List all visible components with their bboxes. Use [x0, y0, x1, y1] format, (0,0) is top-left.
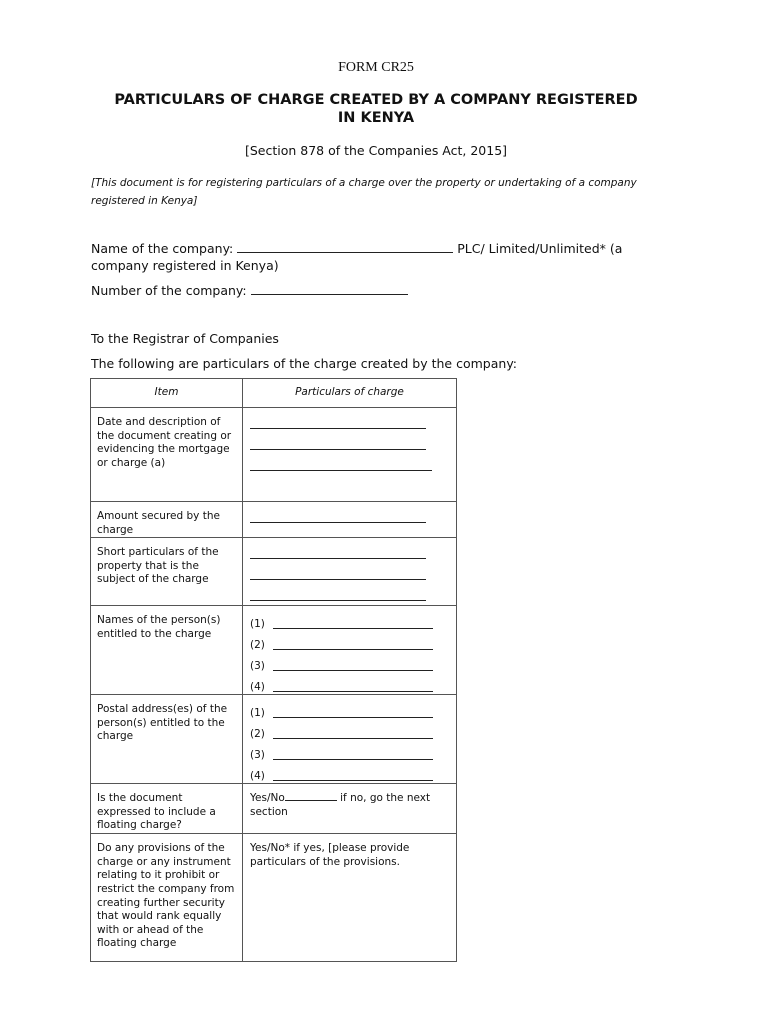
- blank-line[interactable]: [273, 679, 433, 692]
- row-item-label: Is the document expressed to include a floating charge?: [91, 784, 243, 834]
- line-number: (4): [250, 680, 265, 693]
- blank-line[interactable]: [250, 563, 426, 580]
- blank-line[interactable]: [273, 705, 433, 718]
- company-number-line: [91, 282, 408, 299]
- table-row: [91, 784, 457, 834]
- row-particulars: [243, 538, 457, 606]
- blank-line[interactable]: [250, 584, 426, 601]
- blank-line[interactable]: [273, 637, 433, 650]
- company-number-field[interactable]: [251, 294, 408, 295]
- header-particulars: Particulars of charge: [243, 379, 457, 408]
- company-number-label: Number of the company:: [91, 283, 247, 298]
- form-number: FORM CR25: [338, 60, 414, 75]
- blank-line[interactable]: [273, 747, 433, 760]
- company-name-field[interactable]: [237, 252, 453, 253]
- line-number: (4): [250, 769, 265, 782]
- blank-line[interactable]: [273, 616, 433, 629]
- blank-line[interactable]: [250, 542, 426, 559]
- form-title-line-2: IN KENYA: [337, 110, 415, 126]
- blank-line[interactable]: [250, 506, 426, 523]
- blank-line[interactable]: [273, 726, 433, 739]
- header-item: Item: [91, 379, 243, 408]
- table-row: [91, 834, 457, 962]
- blank-line[interactable]: [250, 433, 426, 450]
- row-particulars: Yes/No* if yes, [please provide particulars of the provisions.: [243, 834, 457, 962]
- yes-no-field[interactable]: [285, 800, 337, 801]
- table-row: [91, 502, 457, 538]
- numbered-line: [250, 652, 450, 673]
- line-number: (2): [250, 727, 265, 740]
- floating-charge-instruction: if no, go the next section: [250, 792, 431, 818]
- row-particulars: [243, 784, 457, 834]
- row-particulars: [243, 695, 457, 784]
- row-item-label: Date and description of the document creating or evidencing the mortgage or charge (a): [91, 408, 243, 502]
- row-item-label: Postal address(es) of the person(s) entitled to the charge: [91, 695, 243, 784]
- table-row: [91, 606, 457, 695]
- blank-line[interactable]: [273, 658, 433, 671]
- table-row: [91, 695, 457, 784]
- numbered-line: [250, 610, 450, 631]
- row-particulars: [243, 606, 457, 695]
- row-item-label: Short particulars of the property that is the subject of the charge: [91, 538, 243, 606]
- intro-text: The following are particulars of the charge created by the company:: [91, 356, 518, 371]
- company-type-text: PLC/ Limited/Unlimited* (a company registered in Kenya): [91, 241, 623, 273]
- line-number: (3): [250, 659, 265, 672]
- table-header-row: [91, 379, 457, 408]
- numbered-line: [250, 720, 450, 741]
- table-row: [91, 538, 457, 606]
- yes-no-label: Yes/No: [250, 792, 285, 805]
- numbered-line: [250, 673, 450, 694]
- row-particulars: [243, 502, 457, 538]
- blank-line[interactable]: [250, 454, 432, 471]
- line-number: (1): [250, 706, 265, 719]
- registrar-address: To the Registrar of Companies: [91, 331, 279, 346]
- row-particulars: [243, 408, 457, 502]
- particulars-table: [90, 378, 457, 962]
- row-item-label: Do any provisions of the charge or any instrument relating to it prohibit or restrict the company from creating further security that would rank equally with or ahead of the floating charge: [91, 834, 243, 962]
- table-row: [91, 408, 457, 502]
- blank-line[interactable]: [250, 412, 426, 429]
- line-number: (1): [250, 617, 265, 630]
- company-name-label: Name of the company:: [91, 241, 234, 256]
- numbered-line: [250, 699, 450, 720]
- line-number: (3): [250, 748, 265, 761]
- numbered-line: [250, 631, 450, 652]
- line-number: (2): [250, 638, 265, 651]
- company-name-line: [91, 240, 651, 274]
- blank-line[interactable]: [273, 768, 433, 781]
- numbered-line: [250, 741, 450, 762]
- row-item-label: Names of the person(s) entitled to the charge: [91, 606, 243, 695]
- form-title-line-1: PARTICULARS OF CHARGE CREATED BY A COMPANY REGISTERED: [114, 92, 638, 108]
- numbered-line: [250, 762, 450, 783]
- form-title: [80, 91, 672, 127]
- section-reference: [Section 878 of the Companies Act, 2015]: [244, 143, 508, 158]
- purpose-note: [This document is for registering particulars of a charge over the property or undertaking of a company registered in Kenya]: [91, 177, 637, 207]
- row-item-label: Amount secured by the charge: [91, 502, 243, 538]
